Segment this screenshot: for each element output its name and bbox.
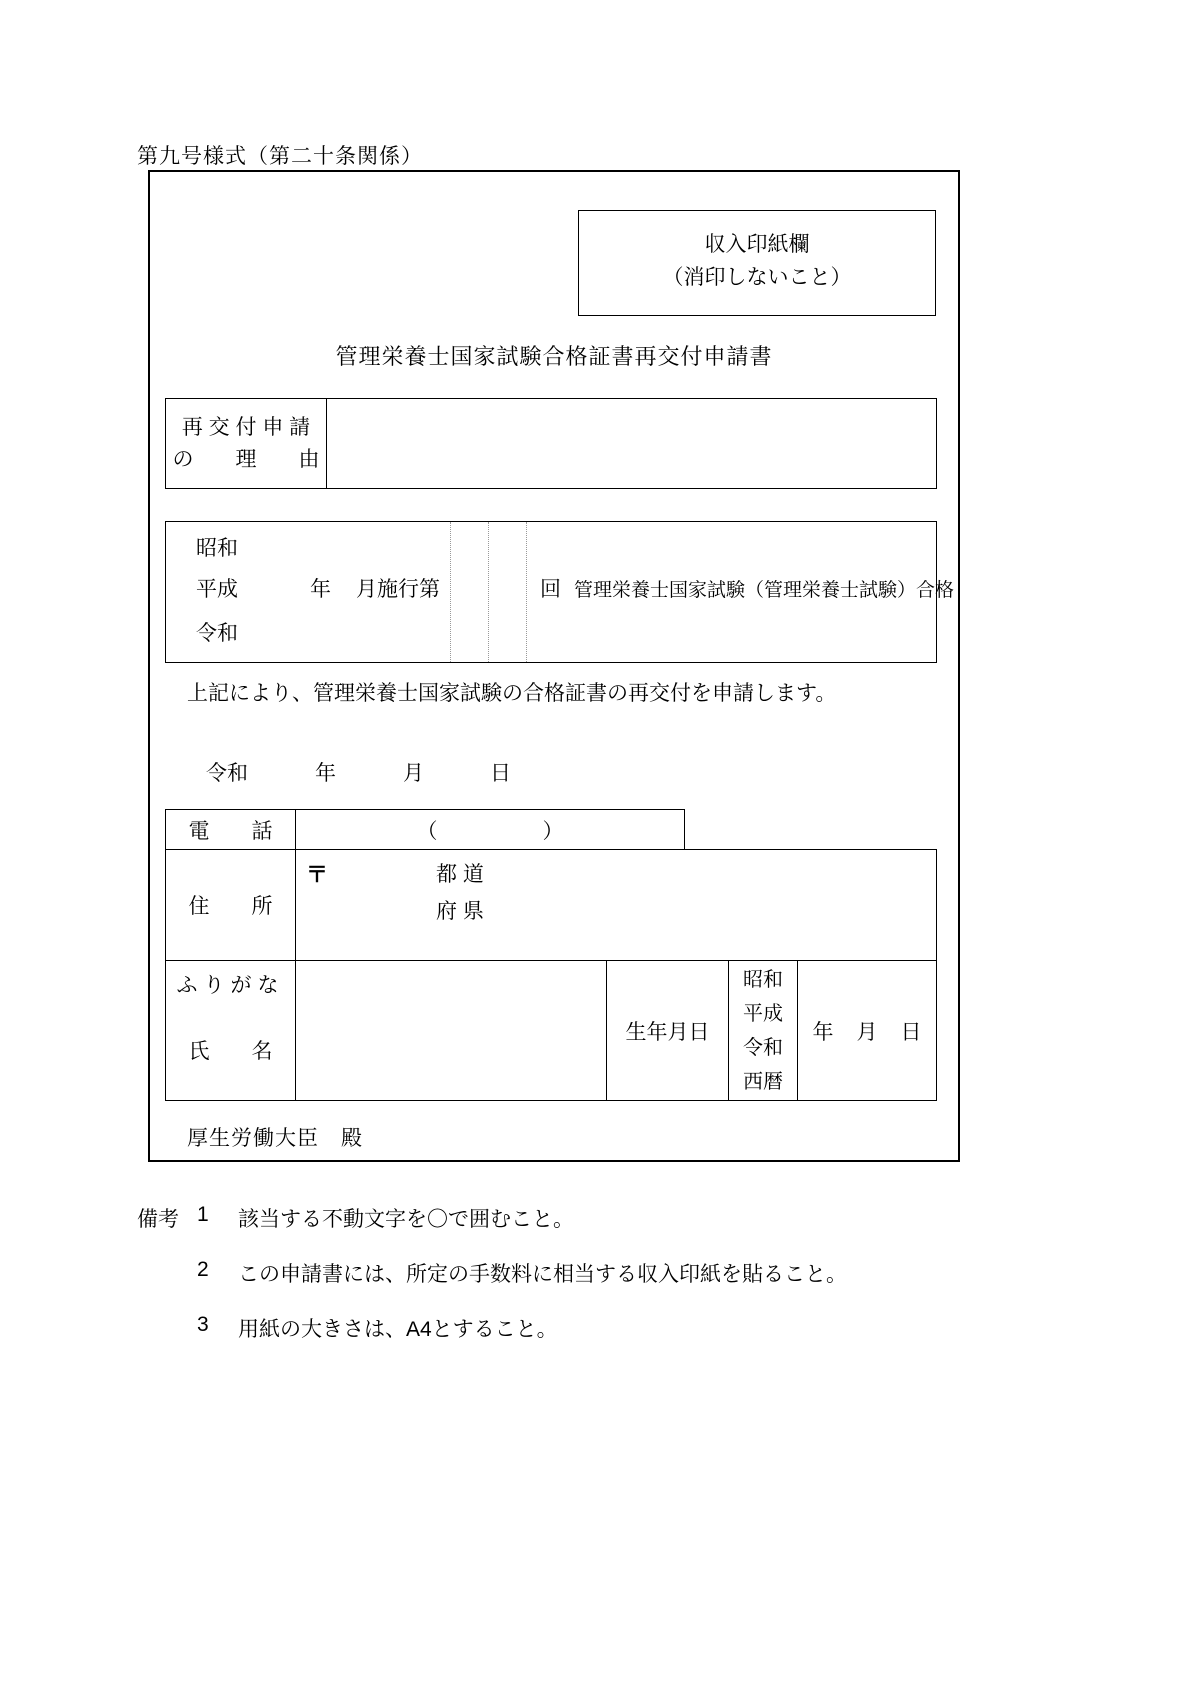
note-item <box>137 1203 574 1233</box>
phone-label: 電 話 <box>166 810 296 849</box>
reason-label <box>166 399 327 488</box>
date-month-label: 月 <box>403 762 424 785</box>
name-label: 氏 名 <box>188 1040 273 1063</box>
date-day-label: 日 <box>490 762 511 785</box>
reason-section <box>165 398 937 489</box>
form-title: 管理栄養士国家試験合格証書再交付申請書 <box>335 344 773 369</box>
note-number: 1 <box>197 1203 209 1226</box>
note-text: 用紙の大きさは、A4とすること。 <box>238 1318 558 1341</box>
prefecture-suffix-options[interactable] <box>436 856 484 930</box>
form-outer-border <box>148 170 960 1162</box>
exam-year-label: 年 <box>310 578 331 601</box>
phone-input-area[interactable]: （ ） <box>416 819 564 843</box>
birth-month-label: 月 <box>856 1020 878 1044</box>
date-year-label: 年 <box>315 762 336 785</box>
exam-round-label: 回 <box>540 578 561 601</box>
phone-row <box>165 809 685 850</box>
postal-mark: 〒 <box>306 862 329 887</box>
furigana-label: ふりがな <box>176 974 285 997</box>
note-item <box>137 1258 847 1288</box>
birthdate-label: 生年月日 <box>607 961 729 1100</box>
address-label: 住 所 <box>166 850 296 960</box>
note-text: この申請書には、所定の手数料に相当する収入印紙を貼ること。 <box>238 1263 847 1286</box>
note-number: 3 <box>197 1313 209 1336</box>
name-label-cell <box>166 961 296 1100</box>
revenue-stamp-label: 収入印紙欄 <box>704 233 810 256</box>
birthdate-input-area[interactable] <box>798 961 936 1100</box>
revenue-stamp-box[interactable] <box>578 210 936 316</box>
application-statement: 上記により、管理栄養士国家試験の合格証書の再交付を申請します。 <box>187 682 837 705</box>
name-input-area[interactable] <box>296 961 607 1100</box>
exam-name-label: 管理栄養士国家試験（管理栄養士試験）合格 <box>574 580 955 601</box>
revenue-stamp-note: （消印しないこと） <box>662 266 852 289</box>
round-number-divider <box>450 522 451 662</box>
birth-era-option-reiwa[interactable]: 令和 <box>743 1037 783 1059</box>
notes-heading: 備考 <box>137 1208 179 1231</box>
birth-era-options[interactable] <box>729 961 798 1100</box>
address-input-area[interactable] <box>296 850 936 960</box>
birth-era-option-showa[interactable]: 昭和 <box>743 969 783 991</box>
date-era-label: 令和 <box>206 762 248 785</box>
note-item <box>137 1313 558 1343</box>
birth-day-label: 日 <box>900 1020 922 1044</box>
prefecture-suffix-line2: 府 県 <box>436 900 484 923</box>
address-row <box>165 849 937 961</box>
birth-era-option-heisei[interactable]: 平成 <box>743 1003 783 1025</box>
exam-session-section <box>165 521 955 663</box>
exam-month-label: 月施行第 <box>356 578 440 601</box>
notes-heading-spacer <box>137 1313 197 1343</box>
note-text: 該当する不動文字を〇で囲むこと。 <box>238 1208 574 1231</box>
prefecture-suffix-line1: 都 道 <box>436 863 484 886</box>
name-row <box>165 960 937 1101</box>
exam-era-option-heisei[interactable]: 平成 <box>196 578 238 601</box>
exam-era-option-reiwa[interactable]: 令和 <box>196 622 238 645</box>
application-date-line <box>150 757 958 783</box>
reason-label-line2: の 理 由 <box>172 447 320 471</box>
birth-era-option-seireki[interactable]: 西暦 <box>743 1071 783 1093</box>
exam-era-option-showa[interactable]: 昭和 <box>196 537 238 560</box>
reason-input-area[interactable] <box>327 399 936 488</box>
reason-label-line1: 再 交 付 申 請 <box>181 415 311 439</box>
addressee-line: 厚生労働大臣 殿 <box>187 1127 363 1150</box>
round-number-divider <box>488 522 489 662</box>
round-number-divider <box>526 522 527 662</box>
birth-year-label: 年 <box>812 1020 834 1044</box>
form-number-label: 第九号様式（第二十条関係） <box>137 145 423 168</box>
note-number: 2 <box>197 1258 209 1281</box>
notes-heading-spacer <box>137 1258 197 1288</box>
